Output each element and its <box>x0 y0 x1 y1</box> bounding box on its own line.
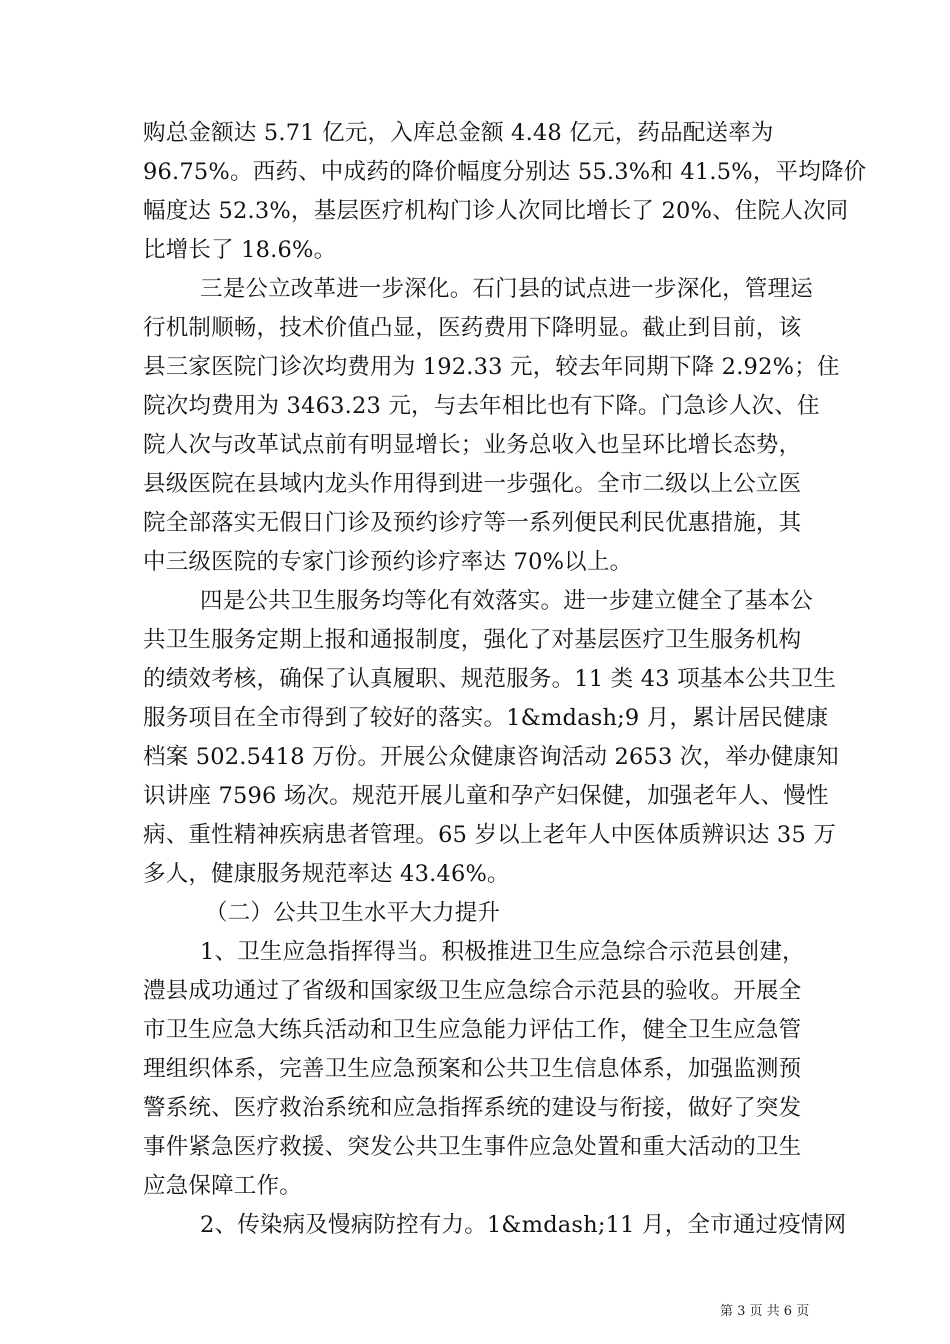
text-line: 幅度达 52.3%，基层医疗机构门诊人次同比增长了 20%、住院人次同 <box>143 198 849 224</box>
paragraph-start: 三是公立改革进一步深化。石门县的试点进一步深化，管理运 <box>200 276 813 302</box>
text-line: 行机制顺畅，技术价值凸显，医药费用下降明显。截止到目前，该 <box>143 315 802 341</box>
text-line: 院次均费用为 3463.23 元，与去年相比也有下降。门急诊人次、住 <box>143 393 820 419</box>
text-line: 识讲座 7596 场次。规范开展儿童和孕产妇保健，加强老年人、慢性 <box>143 783 829 809</box>
paragraph-start: 四是公共卫生服务均等化有效落实。进一步建立健全了基本公 <box>200 588 813 614</box>
text-line: 警系统、医疗救治系统和应急指挥系统的建设与衔接，做好了突发 <box>143 1095 802 1121</box>
paragraph-start: 1、卫生应急指挥得当。积极推进卫生应急综合示范县创建， <box>200 939 805 965</box>
text-line: 的绩效考核，确保了认真履职、规范服务。11 类 43 项基本公共卫生 <box>143 666 837 692</box>
text-line: 澧县成功通过了省级和国家级卫生应急综合示范县的验收。开展全 <box>143 978 802 1004</box>
paragraph-start: 2、传染病及慢病防控有力。1&mdash;11 月，全市通过疫情网 <box>200 1212 847 1238</box>
text-line: 市卫生应急大练兵活动和卫生应急能力评估工作，健全卫生应急管 <box>143 1017 802 1043</box>
section-heading: （二）公共卫生水平大力提升 <box>205 900 501 926</box>
text-line: 理组织体系，完善卫生应急预案和公共卫生信息体系，加强监测预 <box>143 1056 802 1082</box>
text-line: 病、重性精神疾病患者管理。65 岁以上老年人中医体质辨识达 35 万 <box>143 822 837 848</box>
text-line: 县三家医院门诊次均费用为 192.33 元，较去年同期下降 2.92%；住 <box>143 354 840 380</box>
text-line: 档案 502.5418 万份。开展公众健康咨询活动 2653 次，举办健康知 <box>143 744 839 770</box>
text-line: 购总金额达 5.71 亿元，入库总金额 4.48 亿元，药品配送率为 <box>143 120 774 146</box>
text-line: 中三级医院的专家门诊预约诊疗率达 70%以上。 <box>143 549 633 575</box>
text-line: 96.75%。西药、中成药的降价幅度分别达 55.3%和 41.5%，平均降价 <box>143 159 867 185</box>
text-line: 共卫生服务定期上报和通报制度，强化了对基层医疗卫生服务机构 <box>143 627 802 653</box>
text-line: 服务项目在全市得到了较好的落实。1&mdash;9 月，累计居民健康 <box>143 705 829 731</box>
text-line: 院人次与改革试点前有明显增长；业务总收入也呈环比增长态势， <box>143 432 802 458</box>
text-line: 事件紧急医疗救援、突发公共卫生事件应急处置和重大活动的卫生 <box>143 1134 802 1160</box>
text-line: 县级医院在县域内龙头作用得到进一步强化。全市二级以上公立医 <box>143 471 802 497</box>
text-line: 比增长了 18.6%。 <box>143 237 337 263</box>
text-line: 院全部落实无假日门诊及预约诊疗等一系列便民利民优惠措施，其 <box>143 510 802 536</box>
text-line: 多人，健康服务规范率达 43.46%。 <box>143 861 510 887</box>
text-line: 应急保障工作。 <box>143 1173 302 1199</box>
page-number-footer: 第 3 页 共 6 页 <box>720 1304 810 1319</box>
